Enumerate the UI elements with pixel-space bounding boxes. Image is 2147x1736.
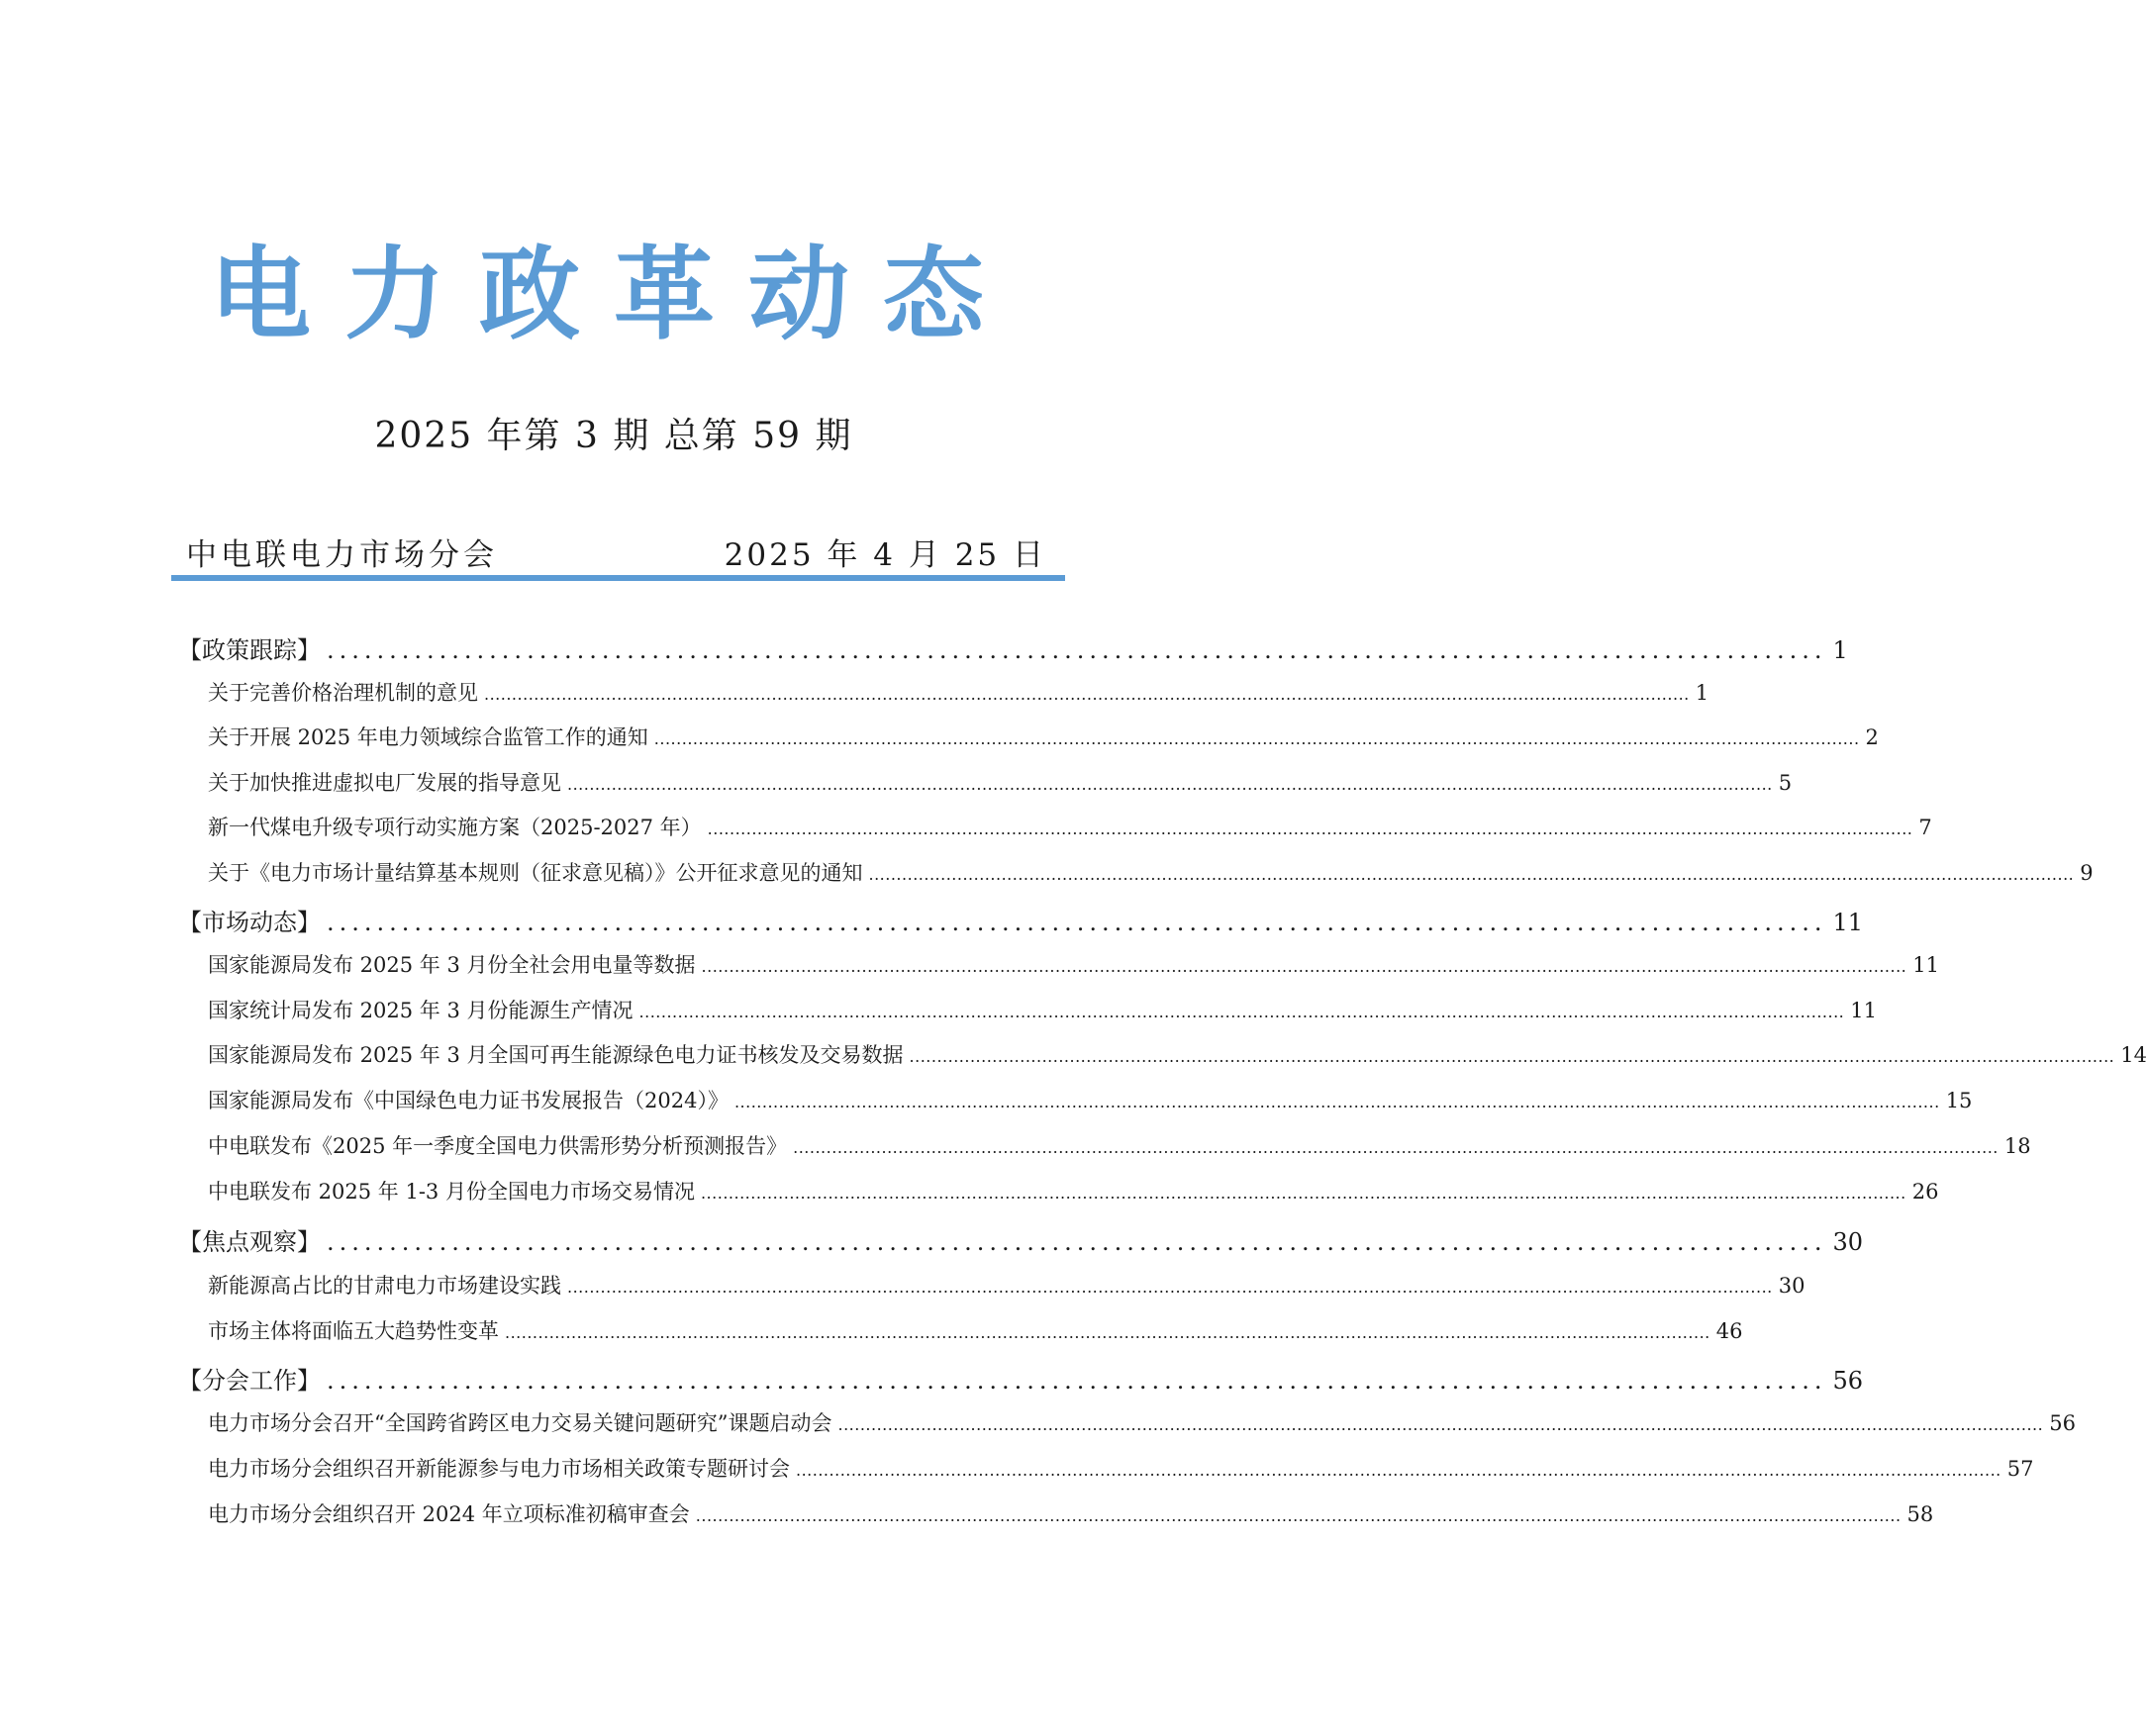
toc-item-title: 关于开展 2025 年电力领域综合监管工作的通知 (208, 725, 648, 749)
toc-page-number: 57 (2006, 1457, 2034, 1481)
toc-item-title: 电力市场分会组织召开 2024 年立项标准初稿审查会 (208, 1502, 690, 1526)
toc-section-policy[interactable] (178, 630, 1848, 665)
dot-leader: .......................................................................................................................................................................................................................... (733, 1093, 1940, 1111)
toc-item[interactable] (208, 1270, 1805, 1300)
toc-item[interactable] (208, 1407, 2076, 1437)
toc-item-title: 国家能源局发布 2025 年 3 月份全社会用电量等数据 (208, 953, 696, 977)
publication-date: 2025 年 4 月 25 日 (724, 537, 1046, 573)
toc-item-title: 国家统计局发布 2025 年 3 月份能源生产情况 (208, 999, 634, 1022)
dot-leader: ........................................................................................................................ (327, 1367, 1827, 1395)
toc-item[interactable] (208, 767, 1793, 797)
toc-page-number: 2 (1865, 725, 1879, 749)
toc-item-title: 国家能源局发布《中国绿色电力证书发展报告（2024）》 (208, 1089, 729, 1112)
toc-section-title: 【分会工作】 (178, 1367, 321, 1395)
toc-page-number: 15 (1945, 1089, 1973, 1112)
toc-item-title: 中电联发布 2025 年 1-3 月份全国电力市场交易情况 (208, 1180, 695, 1204)
dot-leader: .......................................................................................................................................................................................................................... (796, 1461, 2001, 1480)
dot-leader: .......................................................................................................................................................................................................................... (909, 1047, 2115, 1066)
toc-item-title: 中电联发布《2025 年一季度全国电力供需形势分析预测报告》 (208, 1134, 788, 1158)
toc-item[interactable] (208, 812, 1932, 841)
dot-leader: .......................................................................................................................................................................................................................... (484, 685, 1690, 704)
dot-leader: .......................................................................................................................................................................................................................... (505, 1323, 1710, 1342)
toc-item[interactable] (208, 722, 1879, 751)
dot-leader: .......................................................................................................................................................................................................................... (793, 1138, 1999, 1157)
toc-page-number: 58 (1906, 1502, 1934, 1526)
toc-item-title: 市场主体将面临五大趋势性变革 (208, 1319, 499, 1343)
toc-section-focus[interactable] (178, 1222, 1864, 1257)
masthead-title: 电力政革动态 (210, 237, 1018, 354)
dot-leader: .......................................................................................................................................................................................................................... (837, 1415, 2044, 1434)
toc-item[interactable] (208, 677, 1709, 707)
toc-section-title: 【焦点观察】 (178, 1228, 321, 1256)
toc-section-title: 【政策跟踪】 (178, 636, 321, 664)
dot-leader: ........................................................................................................................ (327, 636, 1827, 664)
organization-name: 中电联电力市场分会 (186, 537, 498, 573)
header-divider (171, 575, 1065, 581)
dot-leader: .......................................................................................................................................................................................................................... (868, 865, 2075, 884)
toc-page-number: 11 (1850, 999, 1877, 1022)
dot-leader: .......................................................................................................................................................................................................................... (567, 775, 1773, 794)
toc-item[interactable] (208, 1130, 2031, 1160)
toc-item[interactable] (208, 1453, 2034, 1483)
toc-item[interactable] (208, 949, 1939, 979)
toc-page-number: 9 (2080, 861, 2094, 885)
toc-page-number: 1 (1695, 681, 1709, 705)
toc-page-number: 14 (2120, 1043, 2147, 1067)
toc-page-number: 56 (1832, 1367, 1864, 1395)
toc-item[interactable] (208, 1039, 2147, 1069)
toc-page-number: 18 (2003, 1134, 2031, 1158)
dot-leader: .......................................................................................................................................................................................................................... (700, 1184, 1906, 1203)
toc-item[interactable] (208, 1085, 1973, 1114)
toc-page-number: 5 (1778, 771, 1793, 795)
dot-leader: .......................................................................................................................................................................................................................... (638, 1003, 1845, 1021)
issue-number: 2025 年第 3 期 总第 59 期 (374, 416, 853, 456)
toc-item-title: 电力市场分会召开“全国跨省跨区电力交易关键问题研究”课题启动会 (208, 1411, 832, 1435)
toc-page-number: 7 (1918, 816, 1932, 839)
toc-item-title: 国家能源局发布 2025 年 3 月全国可再生能源绿色电力证书核发及交易数据 (208, 1043, 904, 1067)
toc-item-title: 关于加快推进虚拟电厂发展的指导意见 (208, 771, 561, 795)
dot-leader: .......................................................................................................................................................................................................................... (567, 1278, 1773, 1297)
dot-leader: .......................................................................................................................................................................................................................... (707, 820, 1913, 838)
toc-page-number: 30 (1778, 1274, 1805, 1298)
toc-section-branch-work[interactable] (178, 1361, 1864, 1396)
toc-page-number: 26 (1911, 1180, 1939, 1204)
toc-item-title: 新能源高占比的甘肃电力市场建设实践 (208, 1274, 561, 1298)
dot-leader: .......................................................................................................................................................................................................................... (695, 1506, 1902, 1525)
dot-leader: .......................................................................................................................................................................................................................... (701, 957, 1907, 976)
toc-item[interactable] (208, 1498, 1934, 1528)
toc-item-title: 关于《电力市场计量结算基本规则（征求意见稿）》公开征求意见的通知 (208, 861, 863, 885)
dot-leader: ........................................................................................................................ (327, 909, 1827, 936)
dot-leader: .......................................................................................................................................................................................................................... (653, 729, 1860, 748)
toc-page-number: 1 (1832, 636, 1848, 664)
toc-page-number: 56 (2049, 1411, 2076, 1435)
toc-page-number: 30 (1832, 1228, 1864, 1256)
toc-item-title: 电力市场分会组织召开新能源参与电力市场相关政策专题研讨会 (208, 1457, 790, 1481)
toc-section-market[interactable] (178, 903, 1864, 937)
dot-leader: ........................................................................................................................ (327, 1228, 1827, 1256)
toc-page-number: 11 (1832, 909, 1864, 936)
toc-page-number: 46 (1715, 1319, 1743, 1343)
toc-item-title: 新一代煤电升级专项行动实施方案（2025-2027 年） (208, 816, 702, 839)
toc-item-title: 关于完善价格治理机制的意见 (208, 681, 478, 705)
toc-item[interactable] (208, 1176, 1939, 1206)
toc-item[interactable] (208, 1315, 1743, 1345)
toc-item[interactable] (208, 995, 1877, 1024)
toc-page-number: 11 (1912, 953, 1939, 977)
toc-section-title: 【市场动态】 (178, 909, 321, 936)
toc-item[interactable] (208, 857, 2094, 887)
